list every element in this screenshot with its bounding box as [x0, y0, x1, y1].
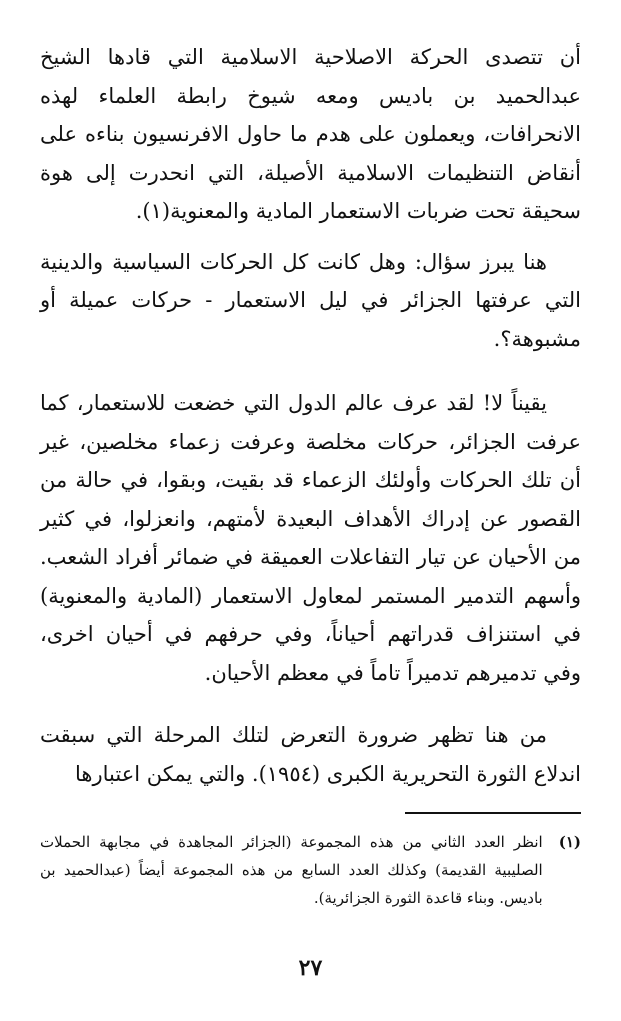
body-paragraph-2: هنا يبرز سؤال: وهل كانت كل الحركات السياسية والدينية التي عرفتها الجزائر في ليل الاستعمار - حركات عميلة أو مشبوهة؟. [40, 249, 581, 351]
body-paragraph-3: يقيناً لا! لقد عرف عالم الدول التي خضعت للاستعمار، كما عرفت الجزائر، حركات مخلصة وعرفت زعماء مخلصين، غير أن تلك الحركات وأولئك الزعماء قد بقيت، وبقوا، في حالة من القصور عن إدراك الأهداف البعيدة لأمتهم، وانعزلوا، في كثير من الأحيان عن تيار التفاعلات العميقة في ضمائر أفراد الشعب. وأسهم التدمير المستمر لمعاول الاستعمار (المادية والمعنوية) في استنزاف قدراتهم أحياناً، وفي حرفهم في أحيان اخرى، وفي تدميرهم تدميراً تاماً في معظم الأحيان. [40, 391, 581, 685]
page-number: ٢٧ [298, 955, 323, 981]
body-paragraph-4: من هنا تظهر ضرورة التعرض لتلك المرحلة التي سبقت اندلاع الثورة التحريرية الكبرى (١٩٥٤). والتي يمكن اعتبارها [40, 723, 581, 786]
footnote-1 [40, 828, 581, 912]
footnote-text: انظر العدد الثاني من هذه المجموعة (الجزائر المجاهدة في مجابهة الحملات الصليبية القديمة) وكذلك العدد السابع من هذه المجموعة أيضاً (عبدالحميد بن باديس. وبناء قاعدة الثورة الجزائرية). [40, 833, 543, 907]
body-paragraph-1: أن تتصدى الحركة الاصلاحية الاسلامية التي قادها الشيخ عبدالحميد بن باديس ومعه شيوخ رابطة العلماء لهذه الانحرافات، ويعملون على هدم ما حاول الافرنسيون بناءه على أنقاض التنظيمات الاسلامية الأصيلة، التي انحدرت إلى هوة سحيقة تحت ضربات الاستعمار المادية والمعنوية(١). [40, 45, 581, 223]
footnote-separator [405, 812, 581, 814]
footnote-marker: (١) [558, 833, 581, 851]
footnotes [40, 828, 581, 912]
